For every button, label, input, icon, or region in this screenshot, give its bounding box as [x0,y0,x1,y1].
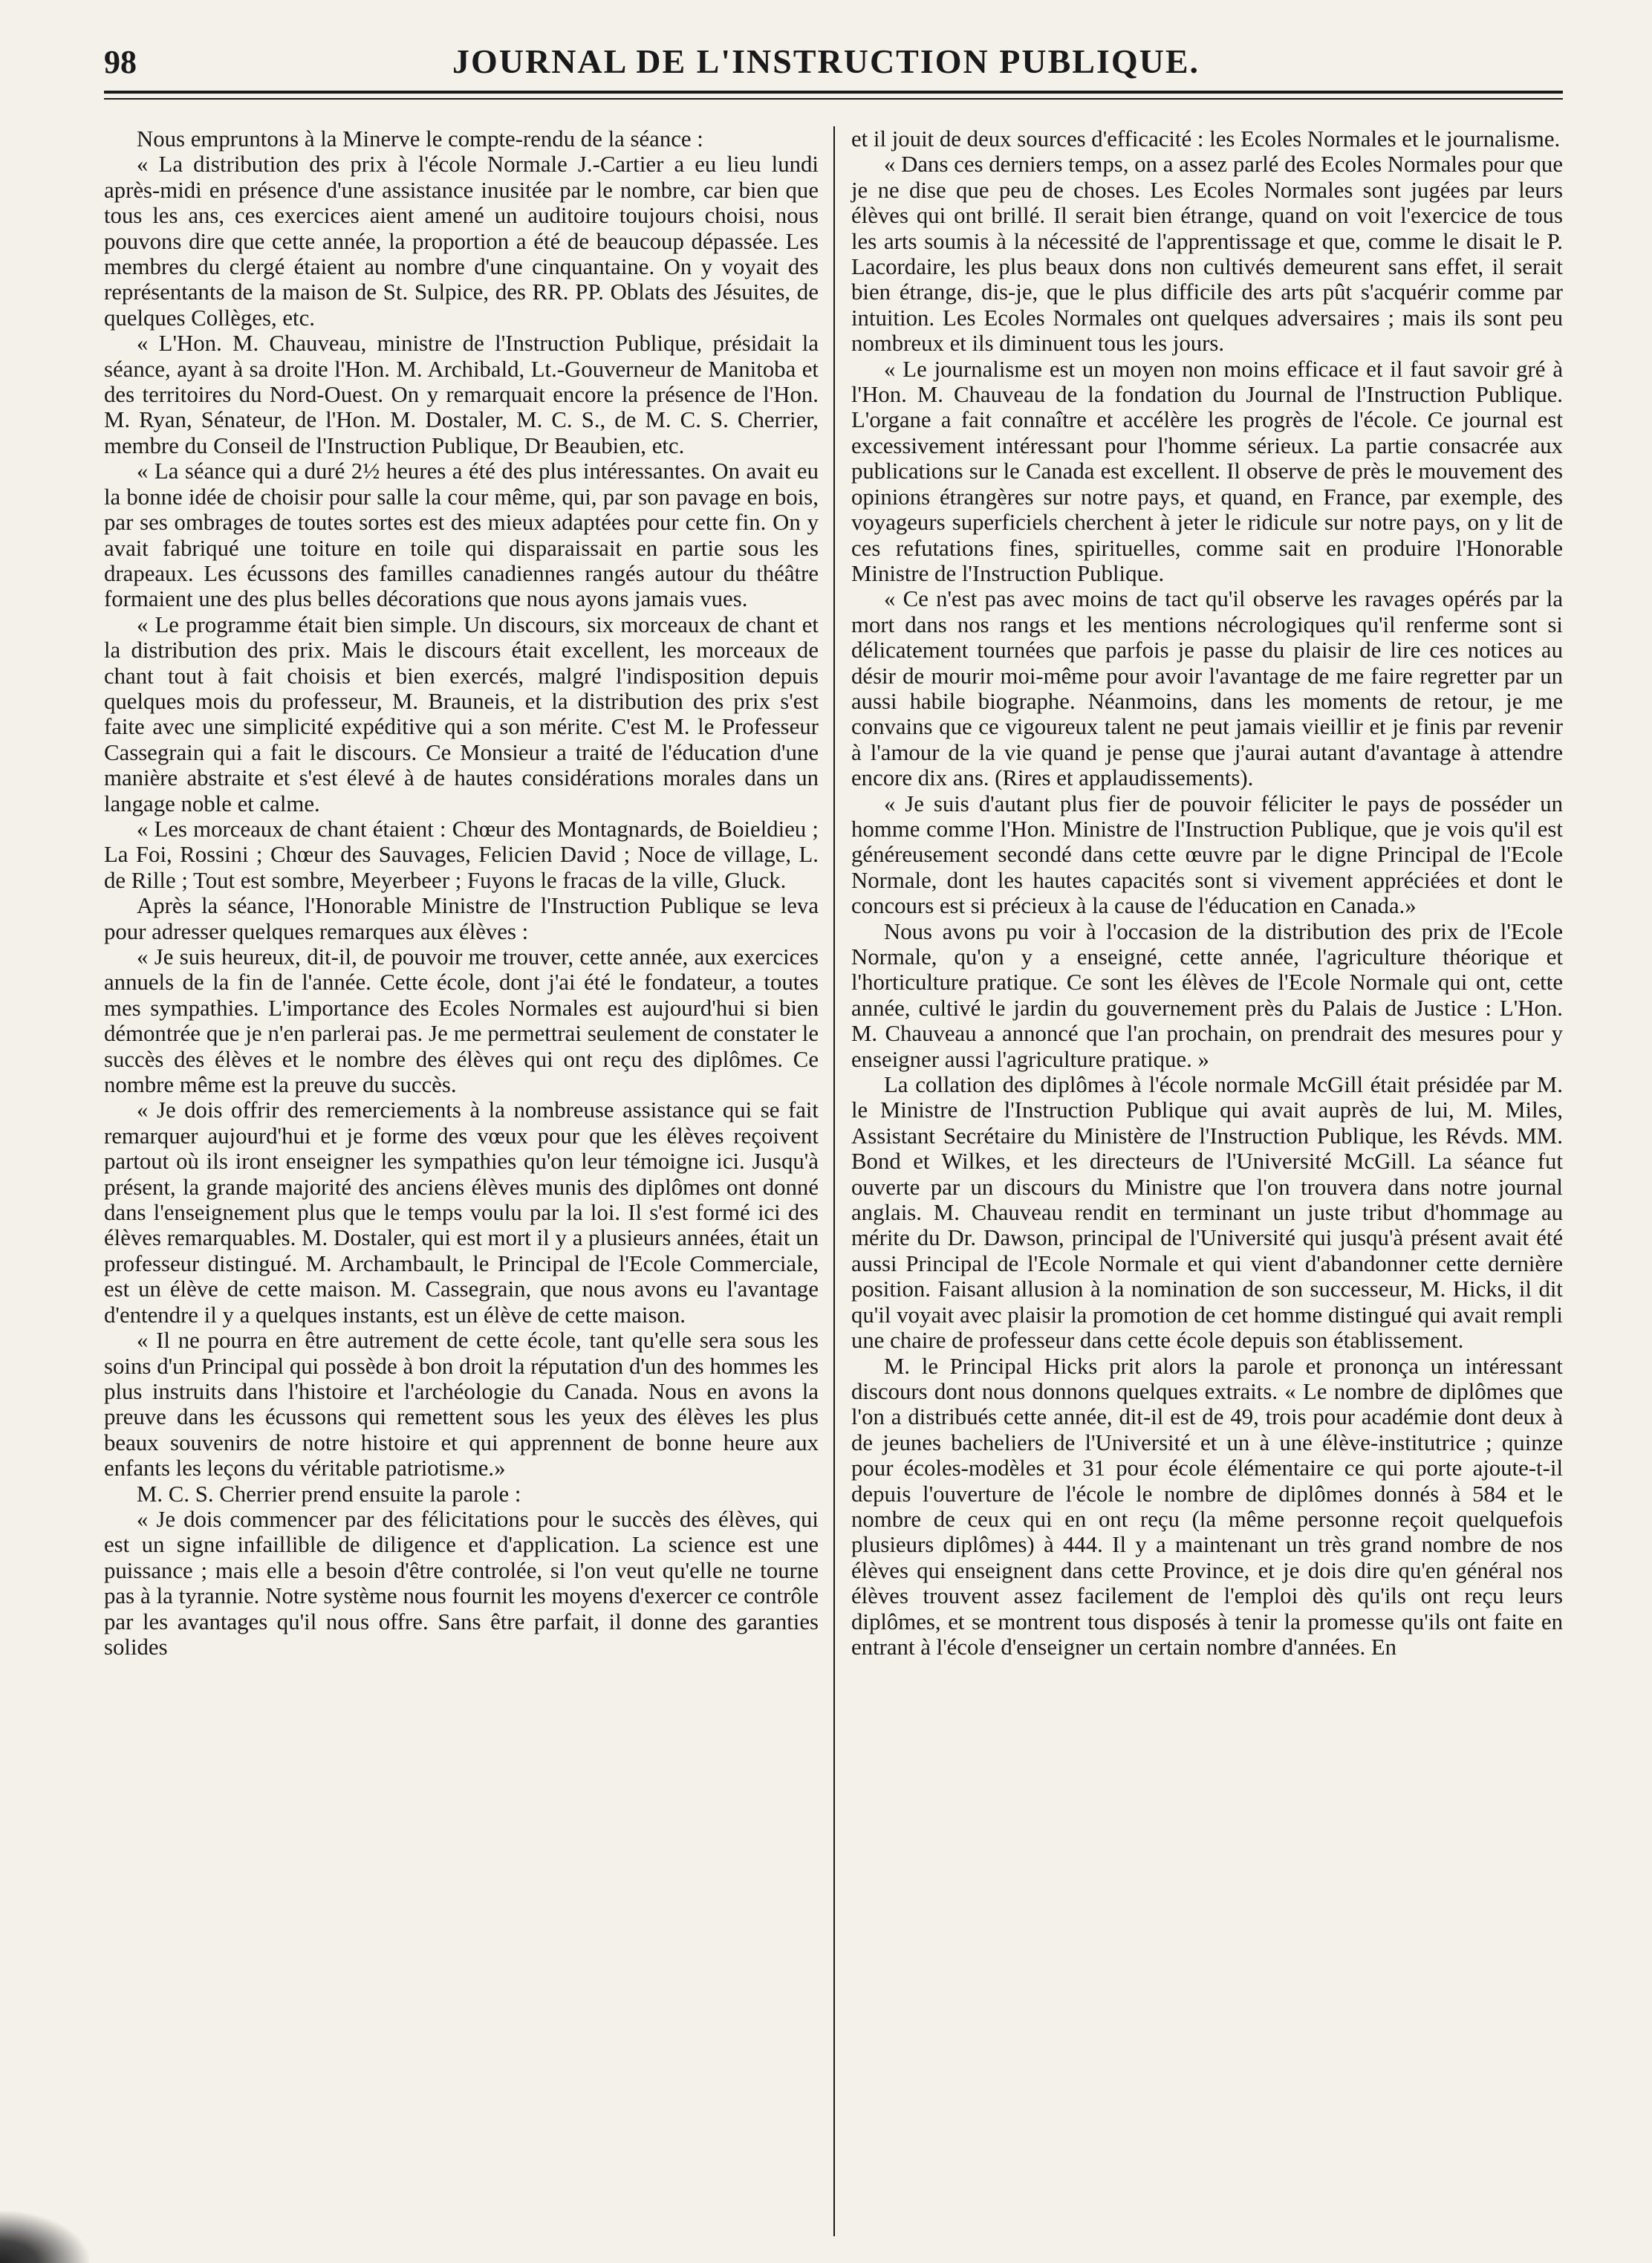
paragraph: Nous empruntons à la Minerve le compte-rendu de la séance : [137,126,703,152]
paragraph: « Je dois offrir des remerciements à la nombreuse assistance qui se fait remarquer aujourd'hui et je forme des vœux pour que les élèves reçoivent partout où ils iront enseigner les sympathies qu'on leur témoigne ici. Jusqu'à présent, la grande majorité des anciens élèves munis des diplômes ont donné dans l'enseignement plus que le temps voulu par la loi. Il s'est formé ici des élèves remarquables. M. Dostaler, qui est mort il y a plusieurs années, était un professeur distingué. M. Archambault, le Principal de l'Ecole Commerciale, est un élève de cette maison. M. Cassegrain, que nous avons eu l'avantage d'entendre il y a quelques instants, est un élève de cette maison. [104,1097,819,1328]
paragraph: M. C. S. Cherrier prend ensuite la parole : [137,1481,521,1507]
paragraph: La collation des diplômes à l'école normale McGill était présidée par M. le Ministre de l'Instruction Publique qui avait auprès de lui, M. Miles, Assistant Secrétaire du Ministère de l'Instruction Publique, les Révds. MM. Bond et Wilkes, et les directeurs de l'Université McGill. La séance fut ouverte par un discours du Ministre que l'on trouvera dans notre journal anglais. M. Chauveau rendit en terminant un juste tribut d'hommage au mérite du Dr. Dawson, principal de l'Université qui jusqu'à présent avait été aussi Principal de l'Ecole Normale et qui vient d'abandonner cette dernière position. Faisant allusion à la nomination de son successeur, M. Hicks, il dit qu'il voyait avec plaisir la promotion de cet homme distingué qui avait rempli une chaire de professeur dans cette école depuis son établissement. [851,1072,1563,1354]
paragraph: « Je suis heureux, dit-il, de pouvoir me trouver, cette année, aux exercices annuels de la fin de l'année. Cette école, dont j'ai été le fondateur, a toutes mes sympathies. L'importance des Ecoles Normales est aujourd'hui si bien démontrée que je n'en parlerai pas. Je me permettrai seulement de constater le succès des élèves et le nombre des élèves qui ont reçu des diplômes. Ce nombre même est la preuve du succès. [104,944,819,1098]
paragraph: « La séance qui a duré 2½ heures a été des plus intéressantes. On avait eu la bonne idée de choisir pour salle la cour même, qui, par son pavage en bois, par ses ombrages de toutes sortes est des mieux adaptées pour cette fin. On y avait fabriqué une toiture en toile qui disparaissait en partie sous les drapeaux. Les écussons des familles canadiennes rangés autour du théâtre formaient une des plus belles décorations que nous ayons jamais vues. [104,458,819,612]
paragraph: « Ce n'est pas avec moins de tact qu'il observe les ravages opérés par la mort dans nos rangs et les mentions nécrologiques qu'il renferme sont si délicatement tournées que parfois je passe du plaisir de lire ces notices au désir de mourir moi-même pour avoir l'avantage de me faire regretter par un aussi habile biographe. Néanmoins, dans les moments de retour, je me convains que ce vigoureux talent ne peut jamais vieillir et je finis par revenir à l'amour de la vie quand je pense que j'aurai autant d'avantage à attendre encore dix ans. (Rires et applaudissements). [851,586,1563,791]
paragraph: et il jouit de deux sources d'efficacité : les Ecoles Normales et le journalisme. [851,126,1561,152]
paragraph: « Le journalisme est un moyen non moins efficace et il faut savoir gré à l'Hon. M. Chauveau de la fondation du Journal de l'Instruction Publique. L'organe a fait connaître et accélère les progrès de l'école. Ce journal est excessivement intéressant pour l'homme sérieux. La partie consacrée aux publications sur le Canada est excellent. Il observe de près le mouvement des opinions étrangères sur notre pays, et quand, en France, par exemple, des voyageurs superficiels cherchent à jeter le ridicule sur notre pays, on y lit de ces refutations fines, spirituelles, comme sait en produire l'Honorable Ministre de l'Instruction Publique. [851,356,1563,586]
paragraph: « Il ne pourra en être autrement de cette école, tant qu'elle sera sous les soins d'un Principal qui possède à bon droit la réputation d'un des hommes les plus instruits dans l'histoire et l'archéologie du Canada. Nous en avons la preuve dans les écussons qui remettent sous les yeux des élèves les plus beaux souvenirs de notre histoire et qui apprennent de bonne heure aux enfants les leçons du véritable patriotisme.» [104,1328,819,1481]
paragraph: « Je dois commencer par des félicitations pour le succès des élèves, qui est un signe infaillible de diligence et d'application. La science est une puissance ; mais elle a besoin d'être controlée, si l'on veut qu'elle ne tourne pas à la tyrannie. Notre système nous fournit les moyens d'exercer ce contrôle par les avantages qu'il nous offre. Sans être parfait, il donne des garanties solides [104,1506,819,1660]
paragraph: « Le programme était bien simple. Un discours, six morceaux de chant et la distribution des prix. Mais le discours était excellent, les morceaux de chant tout à fait choisis et bien exercés, malgré l'indisposition depuis quelques mois du professeur, M. Brauneis, et la distribution des prix s'est faite avec une simplicité expéditive qui a son mérite. C'est M. le Professeur Cassegrain qui a fait le discours. Ce Monsieur a traité de l'éducation d'une manière abstraite et s'est élevé à de hautes considérations morales dans un langage noble et calme. [104,611,819,816]
paragraph: « L'Hon. M. Chauveau, ministre de l'Instruction Publique, présidait la séance, ayant à sa droite l'Hon. M. Archibald, Lt.-Gouverneur de Manitoba et des territoires du Nord-Ouest. On y remarquait encore la présence de l'Hon. M. Ryan, Sénateur, de l'Hon. M. Dostaler, M. C. S., de M. C. S. Cherrier, membre du Conseil de l'Instruction Publique, Dr Beaubien, etc. [104,331,819,458]
running-head: JOURNAL DE L'INSTRUCTION PUBLIQUE. [452,42,1200,80]
header-rule-thick [104,91,1563,94]
page-number: 98 [104,44,137,80]
paragraph: Nous avons pu voir à l'occasion de la distribution des prix de l'Ecole Normale, qu'on y a enseigné, cette année, l'agriculture théorique et l'horticulture pratique. Ce sont les élèves de l'Ecole Normale qui ont, cette année, cultivé le jardin du gouvernement près du Palais de Justice : L'Hon. M. Chauveau a annoncé que l'an prochain, on prendrait des mesures pour y enseigner aussi l'agriculture pratique. » [851,918,1563,1072]
paragraph: M. le Principal Hicks prit alors la parole et prononça un intéressant discours dont nous donnons quelques extraits. « Le nombre de diplômes que l'on a distribués cette année, dit-il est de 49, trois pour académie dont deux à de jeunes bacheliers de l'Université et un à une élève-institutrice ; quinze pour écoles-modèles et 31 pour école élémentaire ce qui porte ajoute-t-il depuis l'ouverture de l'école le nombre de diplômes donnés à 584 et le nombre de ceux qui en ont reçu (la même personne reçoit quelquefois plusieurs diplômes) à 444. Il y a maintenant un très grand nombre de nos élèves qui enseignent dans cette Province, et je dois dire qu'en général nos élèves trouvent assez facilement de l'emploi dès qu'ils ont reçu leurs diplômes, et se montrent tous disposés à tenir la promesse qu'ils ont faite en entrant à l'école d'enseigner un certain nombre d'années. En [851,1353,1563,1660]
right-column [833,126,1563,2236]
left-column [104,126,833,2236]
paragraph: « Les morceaux de chant étaient : Chœur des Montagnards, de Boieldieu ; La Foi, Rossini ; Chœur des Sauvages, Felicien David ; Noce de village, L. de Rille ; Tout est sombre, Meyerbeer ; Fuyons le fracas de la ville, Gluck. [104,816,819,893]
article-body [104,126,1563,2236]
paragraph: « La distribution des prix à l'école Normale J.-Cartier a eu lieu lundi après-midi en présence d'une assistance inusitée par le nombre, car bien que tous les ans, ces exercices aient amené un auditoire toujours choisi, nous pouvons dire que cette année, la proportion a été de beaucoup dépassée. Les membres du clergé étaient au nombre d'une cinquantaine. On y voyait des représentants de la maison de St. Sulpice, des RR. PP. Oblats des Jésuites, de quelques Collèges, etc. [104,152,819,331]
paragraph: Après la séance, l'Honorable Ministre de l'Instruction Publique se leva pour adresser quelques remarques aux élèves : [104,893,819,944]
paragraph: « Dans ces derniers temps, on a assez parlé des Ecoles Normales pour que je ne dise que peu de choses. Les Ecoles Normales sont jugées par leurs élèves qui ont brillé. Il serait bien étrange, quand on voit l'exercice de tous les arts soumis à la nécessité de l'apprentissage et que, comme le disait le P. Lacordaire, les plus beaux dons non cultivés demeurent sans effet, il serait bien étrange, dis-je, que le plus difficile des arts pût s'acquérir comme par intuition. Les Ecoles Normales ont quelques adversaires ; mais ils sont peu nombreux et ils diminuent tous les jours. [851,152,1563,357]
header-rule-thin [104,98,1563,100]
page-edge-mark [0,2211,89,2263]
paragraph: « Je suis d'autant plus fier de pouvoir féliciter le pays de posséder un homme comme l'Hon. Ministre de l'Instruction Publique, que je vois qu'il est généreusement secondé dans cette œuvre par le digne Principal de l'Ecole Normale, dont les hautes capacités sont si vivement appréciées et dont le concours est si précieux à la cause de l'éducation en Canada.» [851,790,1563,919]
